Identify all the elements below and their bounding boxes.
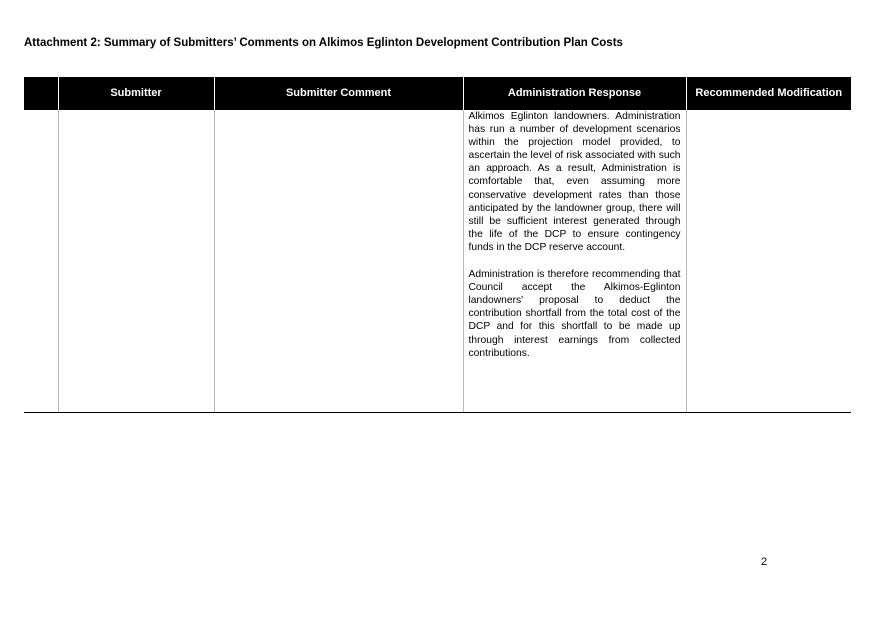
header-submitter: Submitter (58, 77, 214, 110)
table-header (24, 77, 851, 110)
header-administration-response: Administration Response (463, 77, 686, 110)
header-recommended-modification: Recommended Modification (686, 77, 851, 110)
response-paragraph: Alkimos Eglinton landowners. Administration has run a number of development scenarios within the projection model provided, to ascertain the level of risk associated with such an approach. As a result, Administration is comfortable that, even assuming more conservative development rates than those anticipated by the landowner group, there will still be sufficient interest generated through the life of the DCP to ensure contingency funds in the DCP reserve account. (468, 111, 681, 253)
header-submitter-comment: Submitter Comment (214, 77, 463, 110)
submissions-table-container (24, 77, 851, 413)
table-body (24, 110, 851, 413)
cell-number (24, 110, 58, 413)
administration-response-text (464, 110, 686, 360)
cell-administration-response (463, 110, 686, 413)
page-number: 2 (761, 556, 768, 568)
cell-recommended-modification (686, 110, 851, 413)
cell-submitter (58, 110, 214, 413)
response-paragraph: Administration is therefore recommending that Council accept the Alkimos-Eglinton landowners' proposal to deduct the contribution shortfall from the total cost of the DCP and for this shortfall to be made up through interest earnings from collected contributions. (468, 269, 681, 359)
submissions-table (24, 77, 851, 413)
table-header-row (24, 77, 851, 110)
header-number (24, 77, 58, 110)
table-row (24, 110, 851, 413)
document-title: Attachment 2: Summary of Submitters’ Comments on Alkimos Eglinton Development Contribution Plan Costs (24, 37, 623, 49)
cell-submitter-comment (214, 110, 463, 413)
